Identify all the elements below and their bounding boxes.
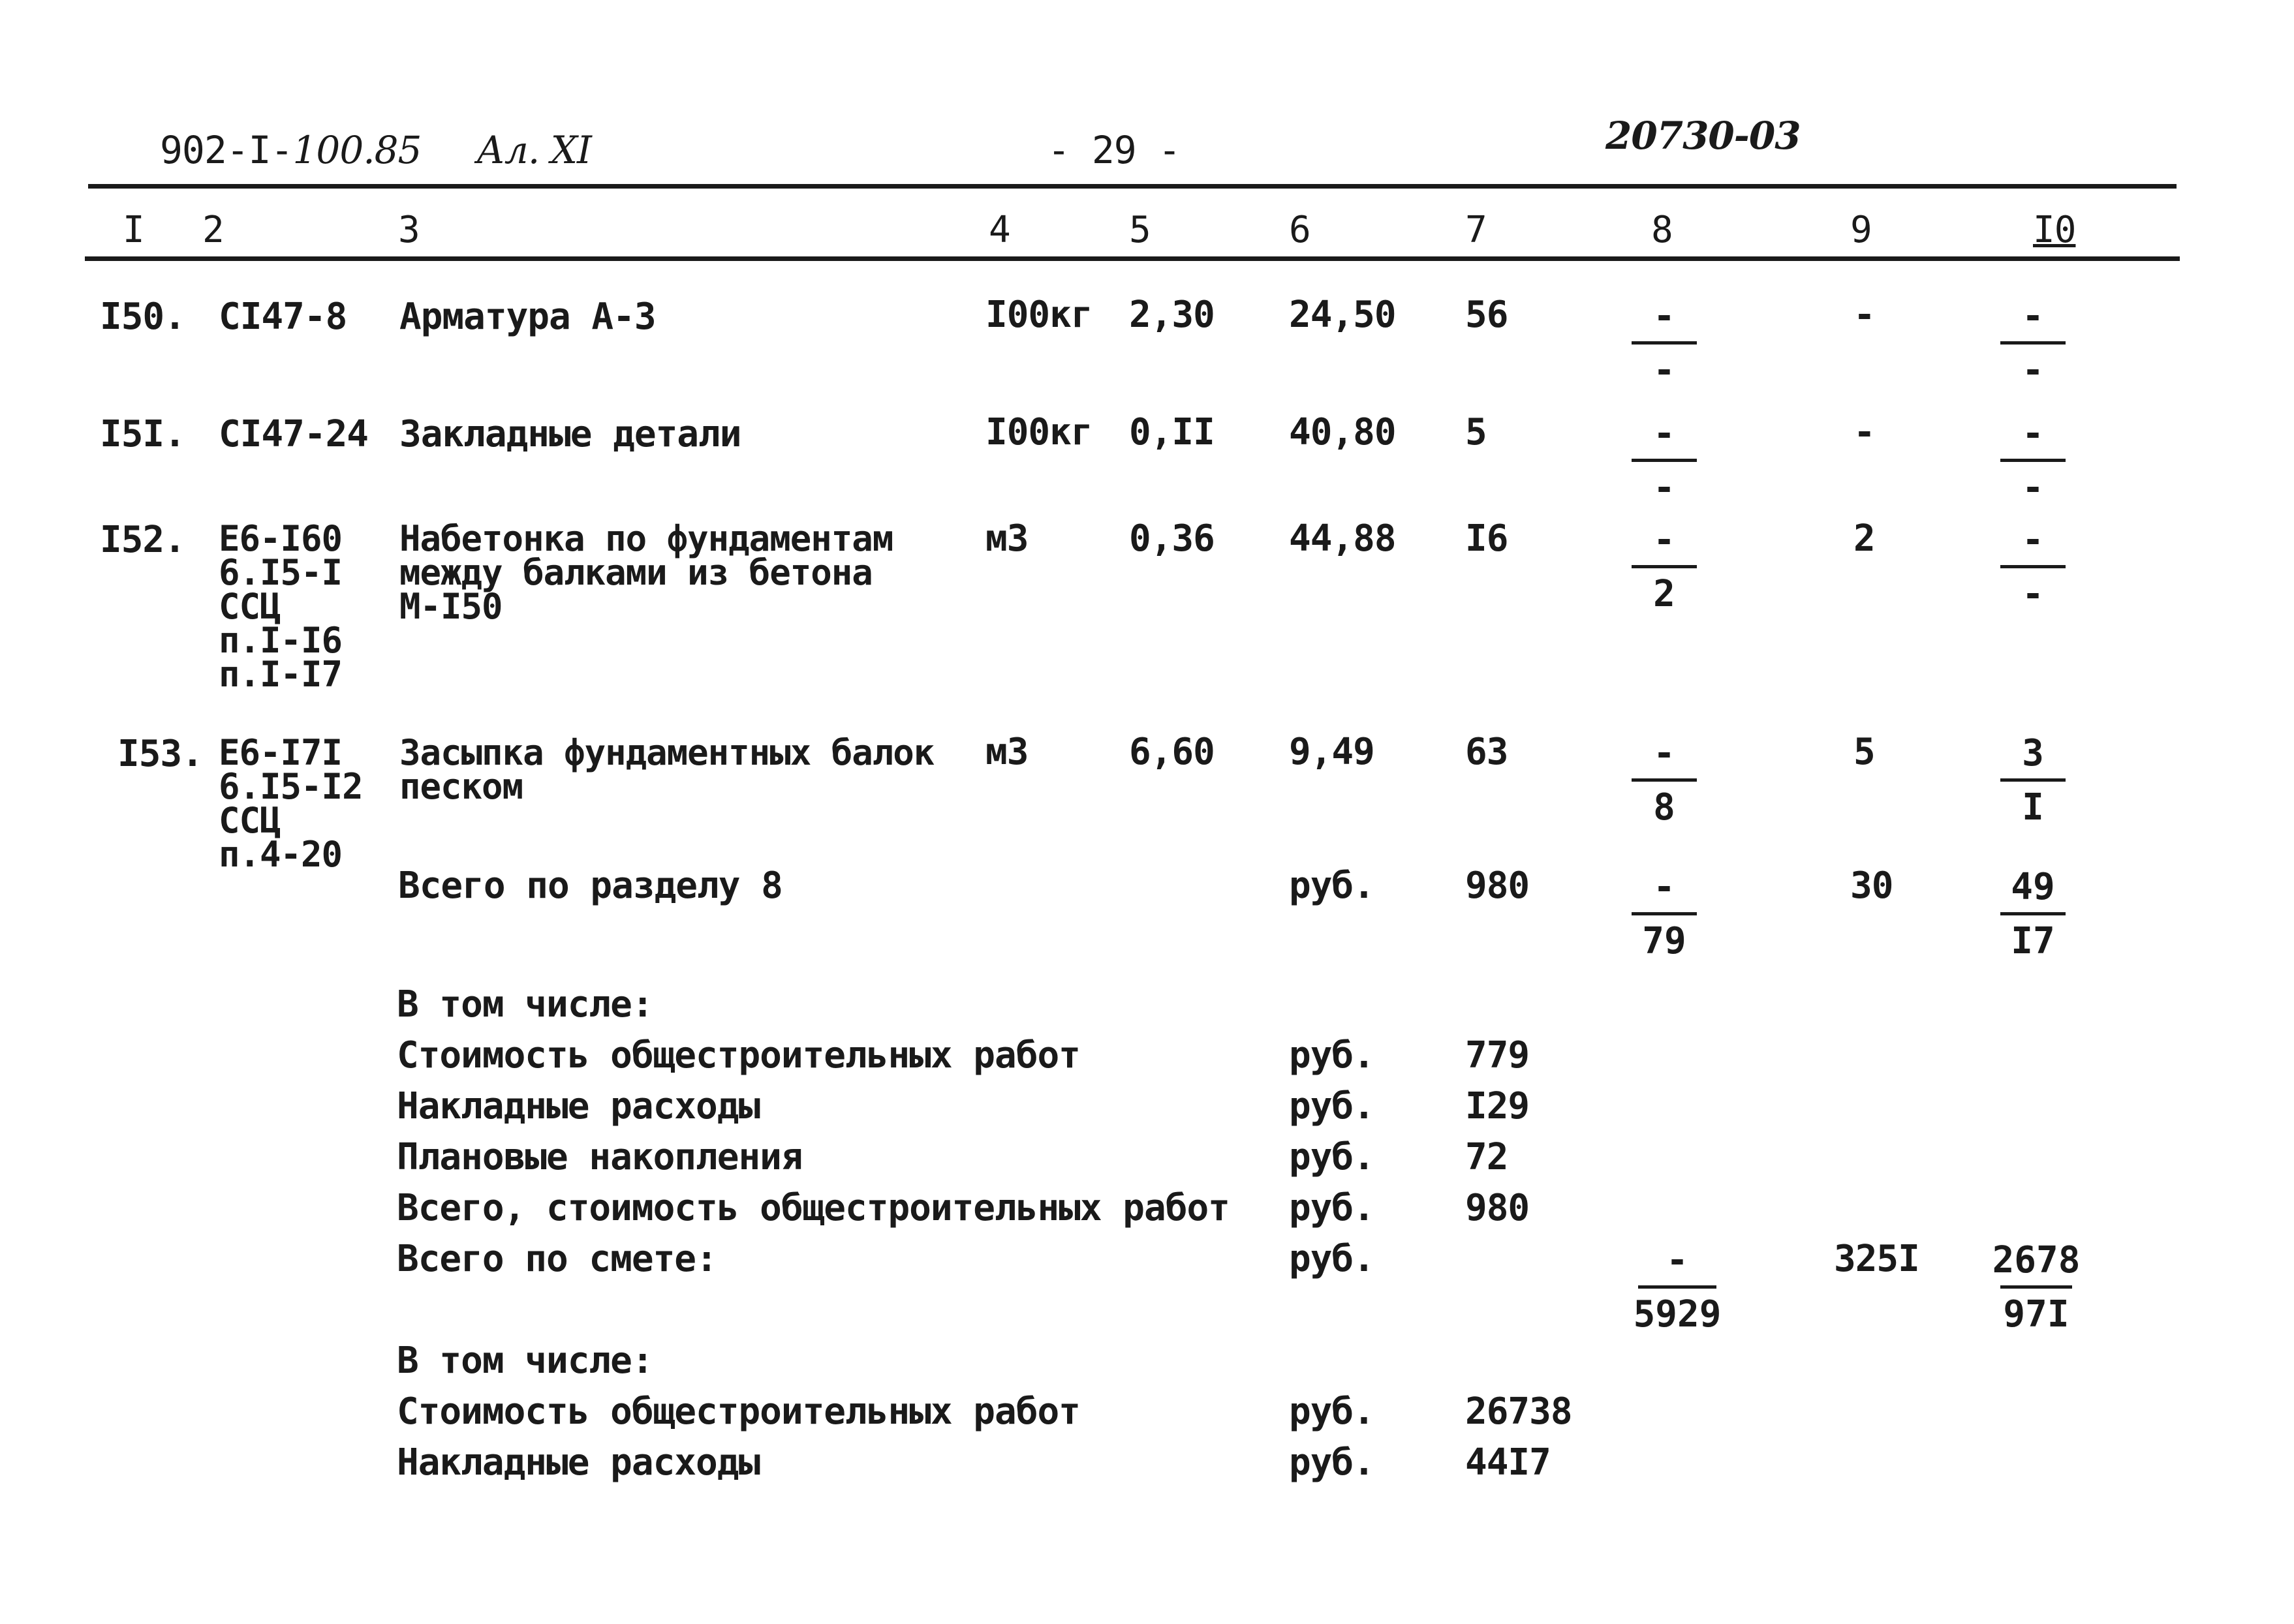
row-qty: 0,II bbox=[1129, 411, 1215, 453]
breakdown-unit: руб. bbox=[1289, 1187, 1374, 1229]
row-unit: м3 bbox=[985, 517, 1029, 560]
row-name: Закладные детали bbox=[399, 413, 741, 455]
row-code: Е6-I60 6.I5-I ССЦ п.I-I6 п.I-I7 bbox=[219, 518, 343, 695]
row-col9: 5 bbox=[1853, 731, 1875, 773]
header-bottom-rule bbox=[85, 256, 2180, 261]
row-total: 63 bbox=[1465, 731, 1508, 773]
row-price: 40,80 bbox=[1289, 411, 1396, 453]
estimate-total-col9: 325I bbox=[1834, 1238, 1919, 1280]
row-col10-fraction: - - bbox=[1987, 414, 2079, 508]
breakdown-unit: руб. bbox=[1289, 1085, 1374, 1127]
inventory-number: 20730-03 bbox=[1605, 114, 1801, 158]
page-number: - 29 - bbox=[1047, 128, 1181, 172]
breakdown-label: Плановые накопления bbox=[397, 1136, 803, 1178]
row-unit: м3 bbox=[985, 731, 1029, 773]
breakdown-unit: руб. bbox=[1289, 1034, 1374, 1077]
col-header-7: 7 bbox=[1465, 209, 1487, 251]
breakdown-unit: руб. bbox=[1289, 1441, 1374, 1484]
section-total-col8: - 79 bbox=[1619, 868, 1710, 961]
breakdown-unit: руб. bbox=[1289, 1136, 1374, 1178]
breakdown-value: 26738 bbox=[1465, 1390, 1572, 1433]
row-price: 24,50 bbox=[1289, 294, 1396, 336]
row-name: Арматура А-3 bbox=[399, 296, 656, 338]
row-total: 5 bbox=[1465, 411, 1487, 453]
estimate-total-col8: - 5929 bbox=[1633, 1239, 1722, 1336]
col-header-4: 4 bbox=[989, 209, 1010, 251]
row-number: I5I. bbox=[100, 413, 185, 455]
row-number: I50. bbox=[100, 296, 185, 338]
doc-code: 902-I-100.85 bbox=[160, 128, 422, 172]
row-name: Засыпка фундаментных балок песком bbox=[399, 732, 935, 807]
section-total-value: 980 bbox=[1465, 865, 1530, 907]
row-col10-fraction: - - bbox=[1987, 521, 2079, 614]
row-col9: - bbox=[1853, 411, 1875, 453]
section-total-label: Всего по разделу 8 bbox=[398, 865, 783, 907]
breakdown-value: 980 bbox=[1465, 1187, 1530, 1229]
row-col9: - bbox=[1853, 294, 1875, 336]
breakdown-label: Стоимость общестроительных работ bbox=[397, 1390, 1080, 1433]
row-code: Е6-I7I 6.I5-I2 ССЦ п.4-20 bbox=[219, 732, 363, 875]
row-col8-fraction: - - bbox=[1619, 414, 1710, 508]
col-header-8: 8 bbox=[1651, 209, 1673, 251]
doc-code-handwritten: 100.85 bbox=[292, 128, 422, 172]
breakdown-heading: В том числе: bbox=[397, 983, 653, 1026]
row-number: I52. bbox=[100, 519, 185, 561]
row-number: I53. bbox=[117, 733, 203, 775]
col-header-3: 3 bbox=[398, 209, 420, 251]
row-col10-fraction: - - bbox=[1987, 297, 2079, 390]
row-qty: 6,60 bbox=[1129, 731, 1215, 773]
row-col9: 2 bbox=[1853, 517, 1875, 560]
row-total: I6 bbox=[1465, 517, 1508, 560]
row-price: 9,49 bbox=[1289, 731, 1374, 773]
row-col8-fraction: - - bbox=[1619, 297, 1710, 390]
breakdown-heading: В том числе: bbox=[397, 1340, 653, 1382]
row-col10-fraction: 3 I bbox=[1987, 734, 2079, 827]
col-header-6: 6 bbox=[1289, 209, 1310, 251]
col-header-2: 2 bbox=[202, 209, 224, 251]
estimate-total-label: Всего по смете: bbox=[397, 1238, 717, 1280]
breakdown-label: Стоимость общестроительных работ bbox=[397, 1034, 1080, 1077]
breakdown-label: Накладные расходы bbox=[397, 1441, 760, 1484]
row-qty: 0,36 bbox=[1129, 517, 1215, 560]
header-top-rule bbox=[88, 184, 2177, 189]
row-code: CI47-8 bbox=[219, 296, 347, 338]
breakdown-value: 779 bbox=[1465, 1034, 1530, 1077]
breakdown-label: Всего, стоимость общестроительных работ bbox=[397, 1187, 1230, 1229]
row-total: 56 bbox=[1465, 294, 1508, 336]
row-unit: I00кг bbox=[985, 411, 1093, 453]
col-header-9: 9 bbox=[1850, 209, 1872, 251]
breakdown-label: Накладные расходы bbox=[397, 1085, 760, 1127]
row-col8-fraction: - 2 bbox=[1619, 521, 1710, 614]
row-col8-fraction: - 8 bbox=[1619, 734, 1710, 827]
album-label: Ал. XI bbox=[476, 128, 591, 172]
section-total-unit: руб. bbox=[1289, 865, 1374, 907]
row-code: CI47-24 bbox=[219, 413, 369, 455]
estimate-total-col10: 2678 97I bbox=[1992, 1239, 2081, 1336]
col-header-1: I bbox=[123, 209, 144, 251]
row-qty: 2,30 bbox=[1129, 294, 1215, 336]
section-total-col9: 30 bbox=[1850, 865, 1893, 907]
estimate-total-unit: руб. bbox=[1289, 1238, 1374, 1280]
col-header-5: 5 bbox=[1129, 209, 1151, 251]
row-price: 44,88 bbox=[1289, 517, 1396, 560]
section-total-col10: 49 I7 bbox=[1987, 868, 2079, 961]
breakdown-unit: руб. bbox=[1289, 1390, 1374, 1433]
col-header-10: I0 bbox=[2033, 209, 2076, 251]
breakdown-value: 72 bbox=[1465, 1136, 1508, 1178]
breakdown-value: 44I7 bbox=[1465, 1441, 1551, 1484]
row-unit: I00кг bbox=[985, 294, 1093, 336]
row-name: Набетонка по фундаментам между балками из бетона М-I50 bbox=[399, 518, 893, 627]
breakdown-value: I29 bbox=[1465, 1085, 1530, 1127]
